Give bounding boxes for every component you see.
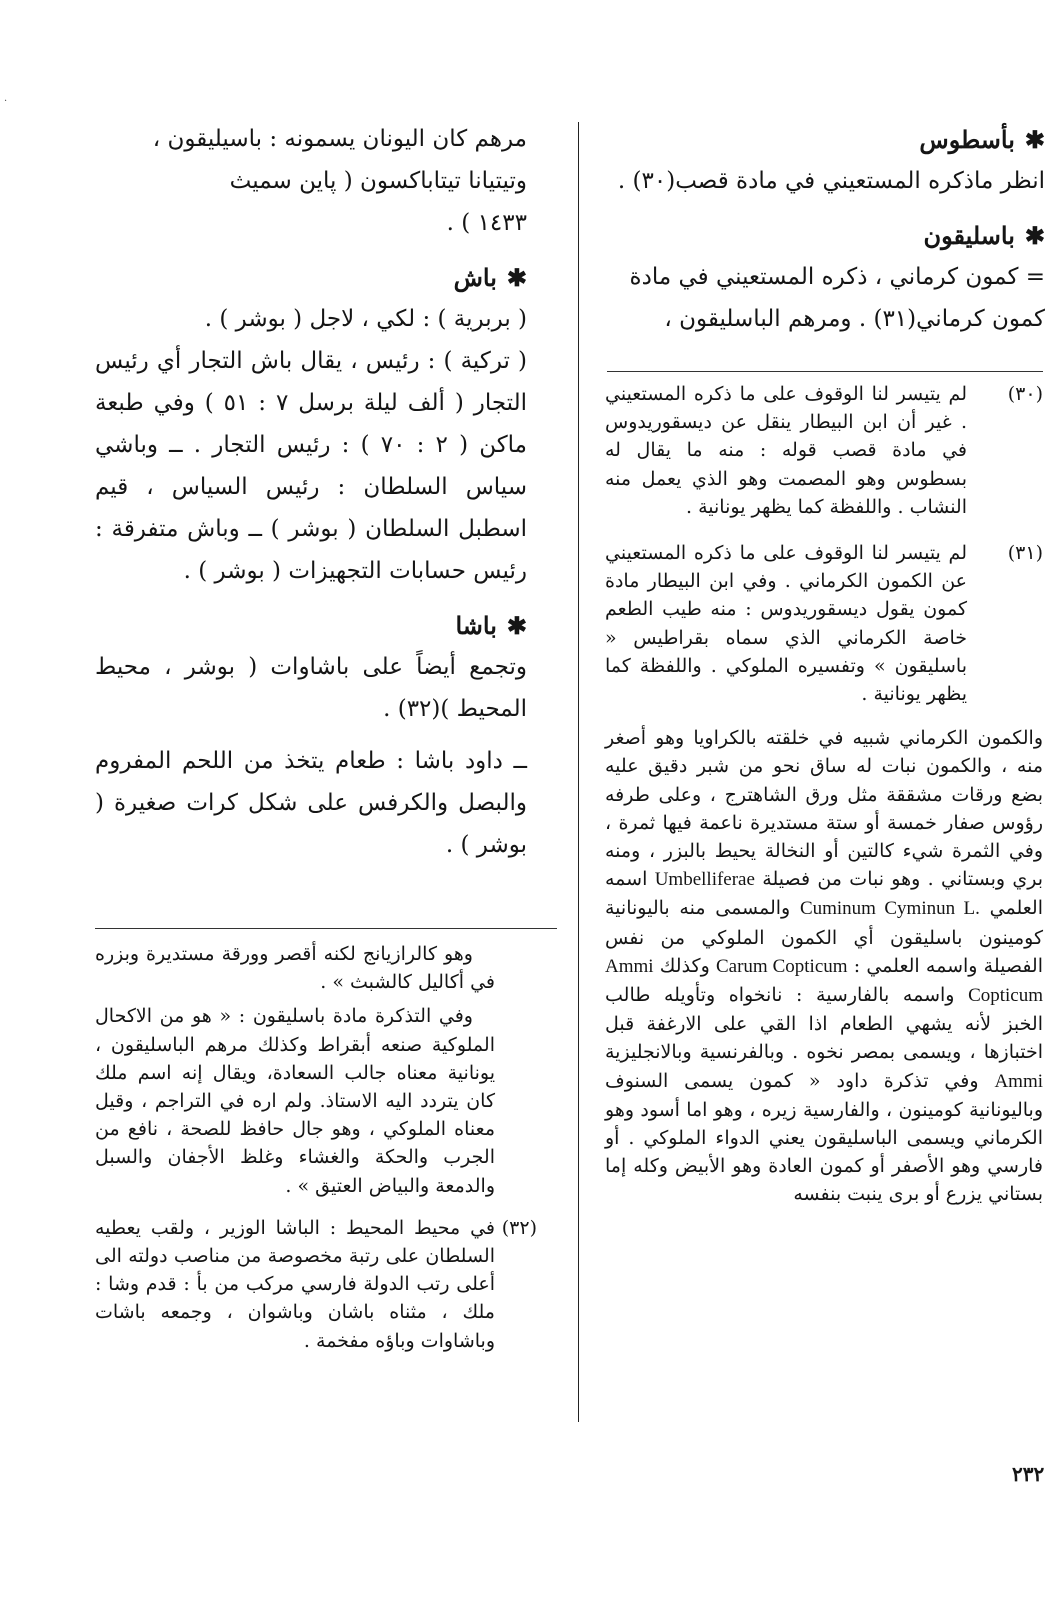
latin-term: Carum Copticum [715, 955, 848, 977]
entry-body: انظر ماذكره المستعيني في مادة قصب(٣٠) . [617, 168, 1045, 194]
footnote-text: في محيط المحيط : الباشا الوزير ، ولقب يعطيه السلطان على رتبة مخصوصة من مناصب دولته الى أعلى رتب الدولة فارسي مركب من بأ : قدم وشا : ملك ، مثناه باشان وباشوان ، وجمعه باشات وباشاوات وباؤه مفخمة . [95, 1216, 495, 1352]
entry-headword: ✱باسليقون [605, 216, 1045, 256]
footnote-continuation: وهو كالرازيانج لكنه أقصر وورقة مستديرة وبزره في أكاليل كالشبث » . [95, 943, 495, 994]
footnote-number: (٣٢) [501, 1216, 537, 1239]
entry-body-line: = كمون كرماني ، ذكره المستعيني في مادة [629, 264, 1045, 290]
left-column [95, 118, 527, 866]
entry-headword: ✱باشا [95, 606, 527, 646]
page-number: ٢٣٢ [1012, 1462, 1045, 1486]
footnote-text: لم يتيسر لنا الوقوف على ما ذكره المستعيني عن الكمون الكرماني . وفي ابن البيطار مادة كمون يقول ديسقوريدوس : منه طيب الطعم خاصة الكرماني الذي سماه بقراطيس « باسليقون » وتفسيره الملوكي . واللفظة كما يظهر يونانية . [605, 542, 967, 706]
entry-body: ( تركية ) : رئيس ، يقال باش التجار أي رئيس التجار ( ألف ليلة برسل ٧ : ٥١ ) وفي طبعة ماكن ( ٢ : ٧٠ ) : رئيس التجار . ــ وباشي سياس السلطان : رئيس السياس ، قيم اسطبل السلطان ( بوشر ) ــ وباش متفرقة : رئيس حسابات التجهيزات ( بوشر ) . [95, 348, 528, 584]
left-footnotes [95, 940, 537, 1355]
footnote [605, 539, 1043, 708]
latin-term: Ammi [994, 1070, 1043, 1092]
footnote [95, 1214, 535, 1355]
star-icon: ✱ [506, 263, 527, 292]
footnote-divider [607, 371, 1043, 372]
entry-body: ــ داود باشا : طعام يتخذ من اللحم المفروم والبصل والكرفس على شكل كرات صغيرة ( بوشر ) . [95, 748, 527, 858]
latin-term: Cuminum Cyminun L. [799, 898, 980, 920]
entry-body: وتجمع أيضاً على باشاوات ( بوشر ، محيط المحيط )(٣٢) . [95, 654, 527, 722]
footnote-number: (٣٠) [1007, 383, 1043, 405]
entry-body-line: وتيتيانا تيتاباكسون ( پاين سميث [229, 168, 527, 194]
latin-term: Umbelliferae [654, 869, 755, 891]
star-icon: ✱ [1024, 125, 1045, 154]
column-divider [578, 122, 579, 1422]
entry-body-line: ١٤٣٣ ) . [446, 210, 527, 236]
star-icon: ✱ [506, 611, 527, 640]
right-column [605, 120, 1045, 340]
footnote-divider [95, 928, 557, 929]
entry-body: ( بربرية ) : لكي ، لاجل ( بوشر ) . [204, 306, 527, 332]
scan-speck: · [4, 96, 8, 107]
entry-headword: ✱باش [95, 258, 527, 298]
footnote-number: (٣١) [1007, 542, 1043, 565]
entry-body-line: كمون كرماني(٣١) . ومرهم الباسليقون ، [664, 306, 1045, 332]
right-footnotes [605, 380, 1044, 1209]
footnote [605, 380, 1043, 521]
star-icon: ✱ [1024, 221, 1045, 250]
footnote-text: لم يتيسر لنا الوقوف على ما ذكره المستعيني . غير أن ابن البيطار ينقل عن ديسقوريدوس في مادة قصب قوله : منه ما يقال له بسطوس وهو المصمت وهو الذي يعمل منه النشاب . واللفظة كما يظهر يونانية . [605, 383, 967, 518]
entry-headword: ✱بأسطوس [605, 120, 1045, 160]
latin-term: Ammi Copticum [605, 955, 1044, 1007]
footnote-continuation: والكمون الكرماني شبيه في خلقته بالكراويا وهو أصغر منه ، والكمون نبات له ساق نحو من شبر دقيق عليه بضع ورقات مشققة مثل ورق الشاهترج ، وعلى طرفه رؤوس صفار خمسة أو ستة مستديرة ناعمة فيها ثمرة ، وفي الثمرة شيء كالتين أو النخالة يحيط بالبزر ، ومنه بري وبستاني . وهو نبات من فصيلة Umbelliferae اسمه العلمي Cuminum Cyminun L. والمسمى منه باليونانية كومينون باسليقون أي الكمون الملوكي من نفس الفصيلة واسمه العلمي : Carum Copticum وكذلك Ammi Copticum واسمه بالفارسية : نانخواه وتأويله طالب الخبز لأنه يشهي الطعام اذا القي على الارغفة قبل اختبازها ، ويسمى بمصر نخوه . وبالفرنسية وبالانجليزية Ammi وفي تذكرة داود « كمون يسمى السنوف وباليونانية كومينون ، والفارسية زيره ، وهو اما أسود وهو الكرماني ويسمى الباسليقون يعني الدواء الملوكي . أو فارسي وهو الأصفر أو كمون العادة وهو الأبيض وكله إما بستاني يزرع أو برى ينبت بنفسه [605, 727, 1044, 1206]
entry-body-line: مرهم كان اليونان يسمونه : باسيليقون ، [152, 126, 527, 152]
footnote-continuation: وفي التذكرة مادة باسليقون : « هو من الاكحال الملوكية صنعه أبقراط وكذلك مرهم الباسليقون ، يونانية معناه جالب السعادة، ويقال إنه اسم ملك كان يتردد اليه الاستاذ. ولم اره في التراجم ، وقيل معناه الملوكي ، وهو جال حافظ للصحة ، نافع من الجرب والحكة والغشاء وغلظ الأجفان والسبل والدمعة والبياض العتيق » . [95, 1005, 495, 1197]
